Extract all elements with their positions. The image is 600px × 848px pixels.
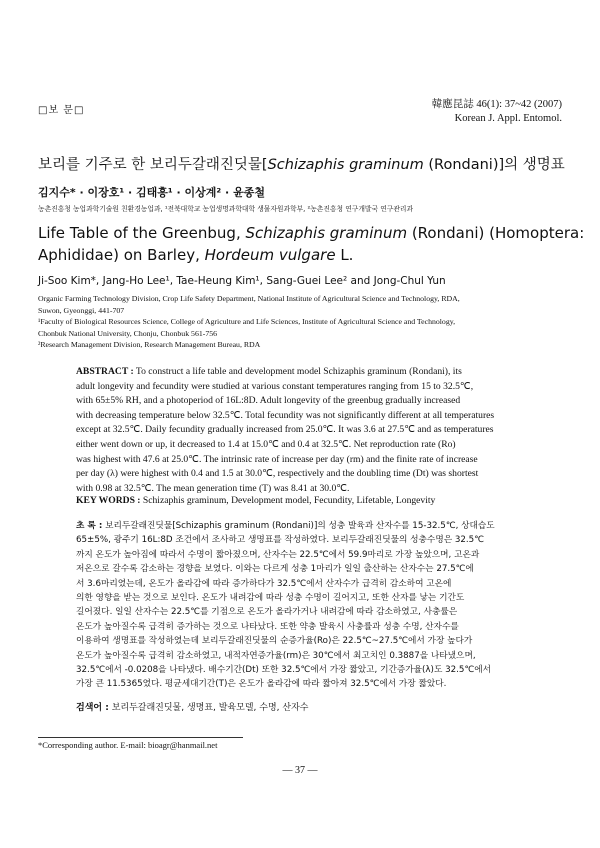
korean-abstract-line: 길어졌다. 일일 산자수는 22.5℃를 기점으로 온도가 올라가거나 내려감에 따라 감소하였고, 사충률은 bbox=[76, 607, 458, 618]
title-english-line1-pre: Life Table of the Greenbug, bbox=[38, 224, 246, 242]
title-english-species: Schizaphis graminum bbox=[245, 224, 408, 242]
title-korean-post: (Rondani)]의 생명표 bbox=[423, 157, 565, 173]
korean-abstract-line bbox=[76, 519, 541, 533]
abstract-label: ABSTRACT : bbox=[76, 366, 134, 377]
title-korean-pre: 보리를 기주로 한 보리두갈래진딧물[ bbox=[38, 157, 268, 173]
journal-english: Korean J. Appl. Entomol. bbox=[454, 113, 562, 124]
abstract-line: was highest with 47.6 at 25.0℃. The intrinsic rate of increase per day (rm) and the finite rate of increase bbox=[76, 453, 478, 465]
title-english-line2-post: L. bbox=[335, 246, 354, 264]
korean-abstract-line: 까지 온도가 높아짐에 따라서 수명이 짧아졌으며, 산자수는 22.5℃에서 59.9마리로 가장 높았으며, 고온과 bbox=[76, 549, 480, 560]
affiliation-line: ¹Faculty of Biological Resources Science, College of Agriculture and Life Sciences, Institute of Agricultural Science and Technology, bbox=[38, 317, 456, 327]
title-english bbox=[38, 222, 584, 266]
abstract-line bbox=[76, 365, 536, 380]
affiliations-english bbox=[38, 293, 568, 351]
footnote: *Corresponding author. E-mail: bioagr@hanmail.net bbox=[38, 740, 218, 750]
journal-korean: 韓應昆誌 46(1): 37~42 (2007) bbox=[431, 99, 562, 110]
authors-english: Ji-Soo Kim*, Jang-Ho Lee¹, Tae-Heung Kim¹, Sang-Guei Lee² and Jong-Chul Yun bbox=[38, 275, 446, 287]
korean-abstract-line: 온도가 높아질수록 급격히 증가하는 것으로 나타났다. 또한 약충 발육시 사충률과 성충 수명, 산자수를 bbox=[76, 621, 459, 632]
footnote-divider bbox=[38, 737, 243, 738]
korean-abstract-line: 서 3.6마리였는데, 온도가 올라감에 따라 증가하다가 32.5℃에서 산자수가 급격히 감소하여 고온에 bbox=[76, 578, 452, 589]
article-category: □보 문□ bbox=[38, 105, 85, 116]
title-english-line2-pre: Aphididae) on Barley, bbox=[38, 246, 205, 264]
korean-keywords-label: 검색어 : bbox=[76, 703, 109, 713]
title-english-line2 bbox=[38, 244, 584, 266]
title-english-line1 bbox=[38, 222, 584, 244]
korean-keywords bbox=[76, 700, 308, 713]
keywords bbox=[76, 495, 435, 506]
page-number: — 37 — bbox=[282, 765, 318, 776]
abstract-text: To construct a life table and development model Schizaphis graminum (Rondani), its bbox=[133, 366, 462, 377]
korean-abstract-line: 32.5℃에서 -0.0208을 나타냈다. 배수기간(Dt) 또한 32.5℃에서 가장 짧았고, 기간증가율(λ)도 32.5℃에서 bbox=[76, 665, 491, 676]
affiliation-line: Organic Farming Technology Division, Crop Life Safety Department, National Institute of Agricultural Science and Technology, RDA, bbox=[38, 294, 460, 303]
authors-korean: 김지수* · 이장호¹ · 김태흥¹ · 이상계² · 윤종철 bbox=[38, 186, 265, 199]
abstract-line: adult longevity and fecundity were studied at various constant temperatures ranging from 15 to 32.5℃, bbox=[76, 380, 474, 392]
journal-citation bbox=[380, 98, 562, 126]
affiliations-korean: 농촌진흥청 농업과학기술원 친환경농업과, ¹전북대학교 농업생명과학대학 생물자원과학부, ²농촌진흥청 연구개발국 연구관리과 bbox=[38, 205, 414, 213]
korean-abstract-line: 65±5%, 광주기 16L:8D 조건에서 조사하고 생명표를 작성하였다. 보리두갈래진딧물의 성충수명은 32.5℃ bbox=[76, 535, 484, 546]
korean-abstract-line: 가장 큰 11.5365였다. 평균세대기간(T)은 온도가 올라감에 따라 짧아져 32.5℃에서 가장 짧았다. bbox=[76, 679, 447, 690]
title-korean-species: Schizaphis graminum bbox=[267, 157, 424, 173]
title-english-line1-post: (Rondani) (Homoptera: bbox=[407, 224, 585, 242]
korean-keywords-text: 보리두갈래진딧물, 생명표, 발육모델, 수명, 산자수 bbox=[108, 703, 309, 713]
abstract-line: per day (λ) were highest with 0.4 and 1.5 at 30.0℃, respectively and the doubling time (Dt) was shortest bbox=[76, 468, 479, 480]
abstract-line: either went down or up, it decreased to 1.4 at 15.0℃ and 0.4 at 32.5℃. Net reproduction rate (Ro) bbox=[76, 438, 456, 450]
abstract-line: with 0.98 at 32.5℃. The mean generation time (T) was 8.41 at 30.0℃. bbox=[76, 482, 350, 494]
korean-abstract-text: 보리두갈래진딧물[Schizaphis graminum (Rondani)]의 성충 발육과 산자수를 15-32.5℃, 상대습도 bbox=[102, 521, 495, 531]
keywords-label: KEY WORDS : bbox=[76, 495, 141, 506]
affiliation-line: ²Research Management Division, Research Management Bureau, RDA bbox=[38, 340, 261, 350]
korean-abstract-line: 의한 영향을 받는 것으로 보인다. 온도가 내려감에 따라 성충 수명이 길어지고, 또한 산자를 낳는 기간도 bbox=[76, 593, 465, 604]
title-korean bbox=[38, 153, 565, 174]
korean-abstract-label: 초 록 : bbox=[76, 521, 103, 531]
korean-abstract-line: 온도가 높아질수록 급격히 감소하였고, 내적자연증가율(rm)은 30℃에서 최고치인 0.3887을 나타냈으며, bbox=[76, 650, 476, 661]
affiliation-line: Suwon, Gyeonggi, 441-707 bbox=[38, 305, 125, 315]
korean-abstract-line: 이용하여 생명표를 작성하였는데 보리두갈래진딧물의 순증가율(Ro)은 22.5℃~27.5℃에서 가장 높다가 bbox=[76, 636, 473, 647]
keywords-text: Schizaphis graminum, Development model, Fecundity, Lifetable, Longevity bbox=[140, 495, 436, 506]
abstract bbox=[76, 365, 536, 496]
korean-abstract-line: 저온으로 갈수록 감소하는 경향을 보였다. 이와는 다르게 성충 1마리가 일일 출산하는 산자수는 27.5℃에 bbox=[76, 564, 474, 575]
abstract-line: except at 32.5℃. Daily fecundity gradually increased from 25.0℃. It was 3.6 at 27.5℃ and as temperatures bbox=[76, 424, 494, 436]
abstract-line: with 65±5% RH, and a photoperiod of 16L:8D. Adult longevity of the greenbug gradually increased bbox=[76, 395, 461, 407]
affiliation-line: Chonbuk National University, Chonju, Chonbuk 561-756 bbox=[38, 328, 218, 338]
title-english-host: Hordeum vulgare bbox=[204, 246, 336, 264]
abstract-line: with decreasing temperature below 32.5℃. Total fecundity was not significantly different at all temperatures bbox=[76, 409, 495, 421]
korean-abstract bbox=[76, 519, 541, 692]
